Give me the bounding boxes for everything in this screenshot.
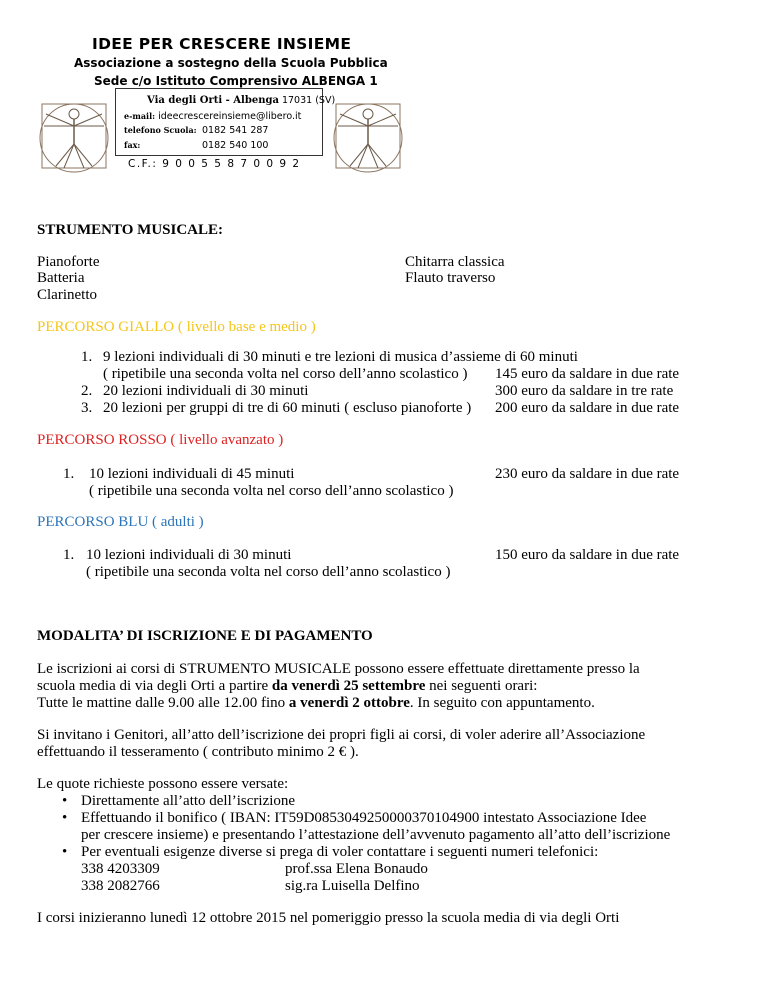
email-label: e-mail: — [124, 111, 156, 121]
giallo-item-note: ( ripetibile una seconda volta nel corso dell’anno scolastico ) — [103, 366, 468, 382]
giallo-item-text: 20 lezioni individuali di 30 minuti — [103, 383, 309, 399]
end-date: a venerdì 2 ottobre — [288, 695, 410, 711]
giallo-item-number: 3. — [81, 400, 93, 416]
rosso-item-note: ( ripetibile una seconda volta nel corso dell’anno scolastico ) — [89, 483, 454, 499]
giallo-item-price: 300 euro da saldare in tre rate — [495, 383, 674, 399]
percorso-blu-heading: PERCORSO BLU ( adulti ) — [37, 514, 204, 530]
rosso-item-text: 10 lezioni individuali di 45 minuti — [89, 466, 295, 482]
fax-line — [124, 140, 140, 151]
percorso-giallo-heading: PERCORSO GIALLO ( livello base e medio ) — [37, 319, 316, 335]
text-span: . In seguito con appuntamento. — [409, 695, 595, 711]
tax-code: C.F.: 9 0 0 5 5 8 7 0 0 9 2 — [128, 158, 301, 170]
paragraph-line: Le iscrizioni ai corsi di STRUMENTO MUSICALE possono essere effettuate direttamente presso la — [37, 661, 640, 677]
association-title: IDEE PER CRESCERE INSIEME — [92, 35, 352, 53]
rosso-item-price: 230 euro da saldare in due rate — [495, 466, 680, 482]
modalita-heading: MODALITA’ DI ISCRIZIONE E DI PAGAMENTO — [37, 628, 373, 644]
association-subtitle: Associazione a sostegno della Scuola Pubblica — [74, 56, 388, 70]
blu-item-price: 150 euro da saldare in due rate — [495, 547, 680, 563]
phone-value: 0182 541 287 — [202, 125, 269, 136]
rosso-item-number: 1. — [63, 466, 75, 482]
percorso-rosso-heading: PERCORSO ROSSO ( livello avanzato ) — [37, 432, 284, 448]
fax-value: 0182 540 100 — [202, 140, 269, 151]
instrument-item: Pianoforte — [37, 254, 100, 270]
text-span: scuola media di via degli Orti a partire — [37, 678, 272, 694]
vitruvian-man-right-icon — [330, 100, 406, 174]
paragraph-line: Si invitano i Genitori, all’atto dell’iscrizione dei propri figli ai corsi, di voler aderire all’Associazione — [37, 727, 646, 743]
giallo-item-number: 1. — [81, 349, 93, 365]
contact-phone: 338 2082766 — [81, 878, 160, 894]
paragraph-line — [37, 695, 595, 712]
giallo-item-price: 145 euro da saldare in due rate — [495, 366, 680, 382]
paragraph-line: effettuando il tesseramento ( contributo minimo 2 € ). — [37, 744, 359, 760]
giallo-item-text: 9 lezioni individuali di 30 minuti e tre lezioni di musica d’assieme di 60 minuti — [103, 349, 578, 365]
instrument-item: Flauto traverso — [405, 270, 496, 286]
paragraph-line: Le quote richieste possono essere versate: — [37, 776, 289, 792]
giallo-item-text: 20 lezioni per gruppi di tre di 60 minuti ( escluso pianoforte ) — [103, 400, 472, 416]
fax-label: fax: — [124, 140, 141, 150]
payment-option: • Per eventuali esigenze diverse si prega di voler contattare i seguenti numeri telefonici: — [81, 844, 598, 861]
instrument-item: Chitarra classica — [405, 254, 505, 270]
text-span: Tutte le mattine dalle 9.00 alle 12.00 fino — [37, 695, 289, 711]
instrument-item: Clarinetto — [37, 287, 97, 303]
address-text: Via degli Orti - Albenga — [147, 95, 279, 106]
blu-item-number: 1. — [63, 547, 75, 563]
address-line — [147, 95, 335, 106]
giallo-item-price: 200 euro da saldare in due rate — [495, 400, 680, 416]
text-span: nei seguenti orari: — [425, 678, 538, 694]
payment-option: • Effettuando il bonifico ( IBAN: IT59D0853049250000370104900 intestato Associazione Idee — [81, 810, 646, 827]
email-value: ideecrescereinsieme@libero.it — [158, 111, 302, 122]
contact-name: sig.ra Luisella Delfino — [285, 878, 420, 894]
strumento-heading: STRUMENTO MUSICALE: — [37, 222, 223, 238]
association-seat: Sede c/o Istituto Comprensivo ALBENGA 1 — [94, 74, 378, 88]
instrument-item: Batteria — [37, 270, 85, 286]
contact-name: prof.ssa Elena Bonaudo — [285, 861, 428, 877]
closing-line: I corsi inizieranno lunedì 12 ottobre 2015 nel pomeriggio presso la scuola media di via degli Orti — [37, 910, 620, 926]
contact-phone: 338 4203309 — [81, 861, 160, 877]
contact-box — [115, 88, 336, 156]
payment-option-cont: per crescere insieme) e presentando l’attestazione dell’avvenuto pagamento all’atto dell’iscrizione — [81, 827, 671, 843]
vitruvian-man-left-icon — [36, 100, 112, 174]
cap-text: 17031 (SV) — [281, 95, 336, 106]
payment-option: • Direttamente all’atto dell’iscrizione — [81, 793, 295, 810]
start-date: da venerdì 25 settembre — [271, 678, 426, 694]
phone-label: telefono Scuola: — [124, 125, 197, 135]
blu-item-note: ( ripetibile una seconda volta nel corso dell’anno scolastico ) — [86, 564, 451, 580]
email-line — [124, 111, 301, 122]
phone-line — [124, 125, 197, 136]
giallo-item-number: 2. — [81, 383, 93, 399]
blu-item-text: 10 lezioni individuali di 30 minuti — [86, 547, 292, 563]
paragraph-line — [37, 678, 537, 695]
